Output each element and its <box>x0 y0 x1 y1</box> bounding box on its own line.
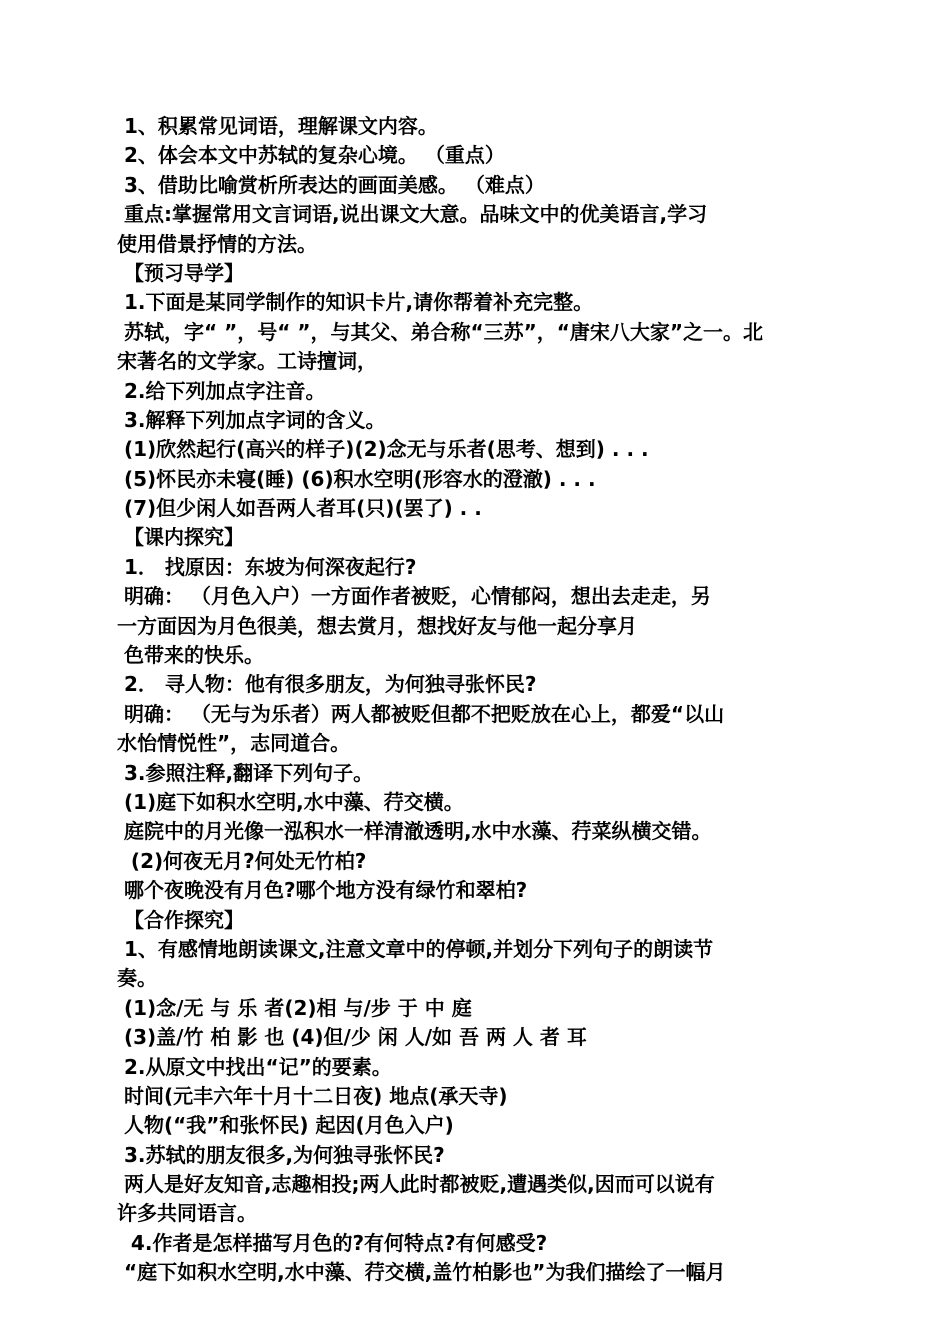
text-line: 1、有感情地朗读课文,注意文章中的停顿,并划分下列句子的朗读节 <box>117 936 714 961</box>
text-line: 3.苏轼的朋友很多,为何独寻张怀民? <box>117 1142 445 1167</box>
text-line: 1、积累常见词语，理解课文内容。 <box>117 114 438 138</box>
text-line: 宋著名的文学家。工诗擅词， <box>117 349 377 374</box>
text-line: 1． 找原因：东坡为何深夜起行? <box>117 554 417 579</box>
text-line: 3.解释下列加点字词的含义。 <box>117 407 386 432</box>
text-line: 许多共同语言。 <box>117 1201 257 1226</box>
text-line: 明确： （月色入户）一方面作者被贬，心情郁闷，想出去走走，另 <box>117 584 711 609</box>
text-line: 哪个夜晚没有月色?哪个地方没有绿竹和翠柏? <box>117 878 528 903</box>
text-line: (5)怀民亦未寝(睡) (6)积水空明(形容水的澄澈) . . . <box>117 466 596 491</box>
text-line: (1)庭下如积水空明,水中藻、荇交横。 <box>117 789 464 814</box>
text-line: 人物(“我”和张怀民) 起因(月色入户) <box>117 1113 454 1138</box>
text-line: 时间(元丰六年十月十二日夜) 地点(承天寺) <box>117 1083 508 1108</box>
text-line: 1.下面是某同学制作的知识卡片,请你帮着补充完整。 <box>117 290 594 315</box>
text-line: 庭院中的月光像一泓积水一样清澈透明,水中水藻、荇菜纵横交错。 <box>117 819 712 844</box>
text-line: 3.参照注释,翻译下列句子。 <box>117 760 374 785</box>
text-line: 苏轼，字“ ”，号“ ”，与其父、弟合称“三苏”，“唐宋八大家”之一。北 <box>117 319 764 344</box>
text-line: 【课内探究】 <box>117 525 244 550</box>
text-line: 两人是好友知音,志趣相投;两人此时都被贬,遭遇类似,因而可以说有 <box>117 1172 715 1197</box>
text-line: (7)但少闲人如吾两人者耳(只)(罢了) . . <box>117 496 482 521</box>
text-line: 4.作者是怎样描写月色的?有何特点?有何感受? <box>117 1230 548 1255</box>
text-line: 一方面因为月色很美，想去赏月，想找好友与他一起分享月 <box>117 613 637 638</box>
text-line: 色带来的快乐。 <box>117 643 264 668</box>
text-line: 重点:掌握常用文言词语,说出课文大意。品味文中的优美语言,学习 <box>117 202 708 227</box>
document-body <box>117 112 837 1288</box>
text-line: 【预习导学】 <box>117 260 244 285</box>
text-line: 水怡情悦性”，志同道合。 <box>117 731 351 756</box>
text-line: “庭下如积水空明,水中藻、荇交横,盖竹柏影也”为我们描绘了一幅月 <box>117 1260 726 1285</box>
text-line: 2． 寻人物：他有很多朋友，为何独寻张怀民? <box>117 672 537 697</box>
text-line: (3)盖/竹 柏 影 也 (4)但/少 闲 人/如 吾 两 人 者 耳 <box>117 1025 587 1050</box>
text-line: 3、借助比喻赏析所表达的画面美感。 （难点） <box>117 172 545 197</box>
text-line: 使用借景抒情的方法。 <box>117 231 317 256</box>
text-line: 2.给下列加点字注音。 <box>117 378 326 403</box>
text-line: 明确： （无与为乐者）两人都被贬但都不把贬放在心上，都爱“以山 <box>117 701 725 726</box>
text-line: (2)何夜无月?何处无竹柏? <box>117 848 367 873</box>
text-line: 2.从原文中找出“记”的要素。 <box>117 1054 392 1079</box>
text-line: 【合作探究】 <box>117 907 244 932</box>
text-line: (1)念/无 与 乐 者(2)相 与/步 于 中 庭 <box>117 995 472 1020</box>
text-line: (1)欣然起行(高兴的样子)(2)念无与乐者(思考、想到) . . . <box>117 437 649 462</box>
text-line: 奏。 <box>117 966 157 991</box>
text-line: 2、体会本文中苏轼的复杂心境。 （重点） <box>117 143 505 168</box>
